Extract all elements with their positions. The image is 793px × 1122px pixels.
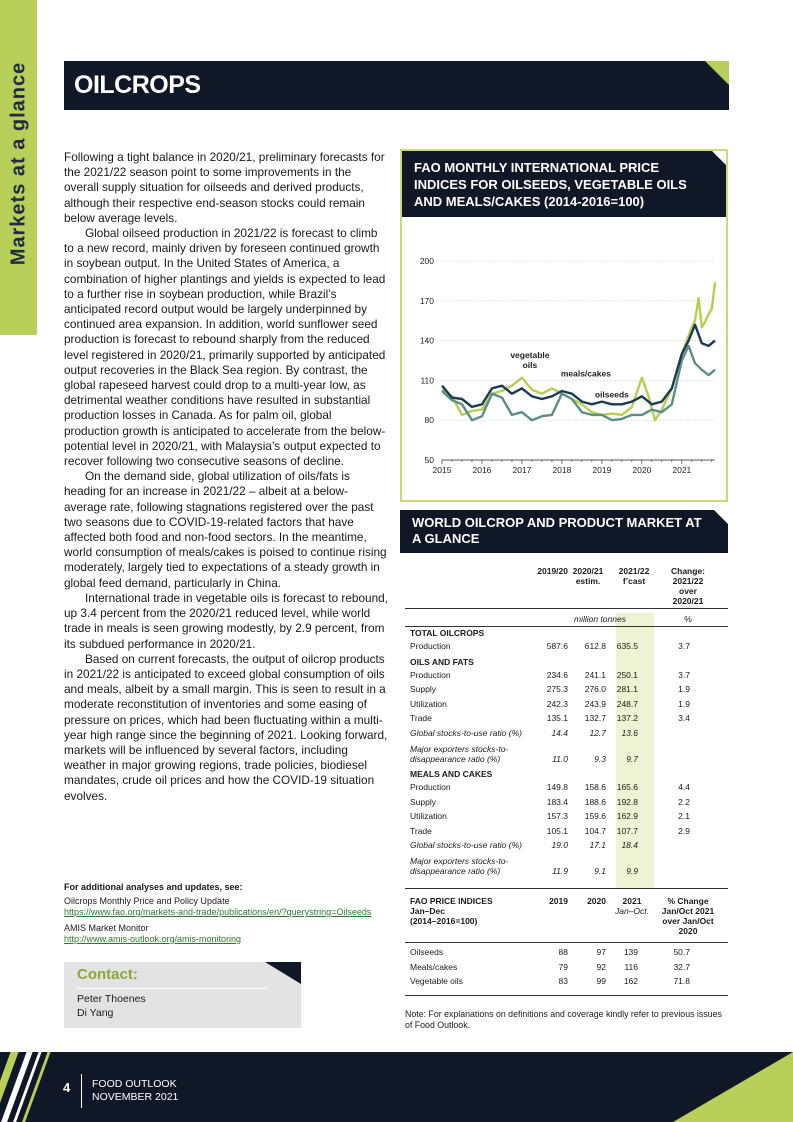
table-cell: 97: [596, 947, 606, 957]
table-cell: 243.9: [584, 698, 606, 709]
table-cell: 32.7: [673, 961, 690, 972]
section-heading: TOTAL OILCROPS: [410, 628, 485, 638]
page-title: OILCROPS: [74, 71, 201, 99]
title-corner-accent: [705, 61, 729, 85]
paragraph: On the demand side, global utilization of oils/fats is heading for an increase in 2021/22 – albeit at a below-average rate, following stagnations registered over the past two seasons due to COVID-19-related factors that have affected both food and non-food sectors. In the meantime, world consumption of meals/cakes is poised to continue rising moderately, largely tied to expectations of a steady growth in global feed demand, particularly in China.: [64, 469, 387, 590]
table-cell: 132.7: [584, 713, 606, 724]
row-label: Utilization: [410, 811, 447, 822]
table-cell: 13.6: [621, 728, 638, 738]
paragraph: International trade in vegetable oils is forecast to rebound, up 3.4 percent from the 2020/21 reduced level, while world trade in meals is seen growing modestly, by 2.9 percent, from its subdued performance in 2020/21.: [64, 590, 388, 651]
table-cell: 183.4: [546, 796, 568, 807]
table-cell: 99: [596, 976, 606, 986]
y-tick-label: 50: [424, 455, 434, 465]
table-cell: 88: [558, 947, 568, 957]
row-label: Major exporters stocks-to-disappearance ratio (%): [410, 744, 509, 764]
table-cell: 2.2: [678, 796, 690, 807]
x-tick-label: 2021: [672, 465, 692, 475]
table-cell: 2.9: [678, 825, 690, 836]
table-cell: 11.9: [552, 866, 568, 877]
table-cell: 250.1: [616, 669, 638, 680]
table-rule: [405, 888, 728, 889]
percent-label: %: [684, 614, 692, 624]
table-cell: 4.4: [678, 782, 690, 792]
publication-date: NOVEMBER 2021: [92, 1091, 179, 1103]
table-cell: 2.1: [678, 811, 690, 822]
column-header: 2021/22 f’cast: [618, 566, 650, 586]
resources-heading: For additional analyses and updates, see:: [64, 882, 243, 892]
column-header: 2020: [587, 896, 606, 906]
table-cell: 19.0: [551, 840, 568, 851]
row-label: Trade: [410, 713, 432, 724]
column-header: % Change Jan/Oct 2021 over Jan/Oct 2020: [661, 896, 715, 936]
table-cell: 17.1: [589, 840, 606, 851]
publication-title: FOOD OUTLOOK: [92, 1078, 177, 1090]
table-cell: 188.6: [584, 796, 606, 807]
table-cell: 9.7: [626, 754, 638, 764]
row-label: Global stocks-to-use ratio (%): [410, 840, 522, 851]
table-cell: 71.8: [673, 976, 690, 986]
y-tick-label: 110: [420, 375, 434, 386]
resource-label: AMIS Market Monitor: [64, 923, 149, 933]
table-cell: 83: [558, 976, 568, 986]
table-cell: 1.9: [678, 698, 690, 709]
table-cell: 612.8: [584, 641, 606, 651]
table-corner-accent: [714, 510, 728, 524]
table-cell: 105.1: [546, 825, 568, 836]
table-cell: 275.3: [546, 684, 568, 695]
table-cell: 135.1: [546, 713, 568, 724]
series-annotation: oilseeds: [594, 389, 629, 400]
row-label: Production: [410, 669, 451, 680]
x-tick-label: 2016: [472, 465, 492, 475]
price-heading: Jan–Dec: [410, 906, 445, 916]
body-text: [64, 150, 388, 804]
table-cell: 116: [624, 961, 638, 972]
oilcrops-update-link[interactable]: https://www.fao.org/markets-and-trade/publications/en/?querystring=Oilseeds: [64, 907, 372, 917]
table-rule: [405, 942, 728, 943]
price-index-chart: [402, 217, 726, 502]
table-cell: 158.6: [584, 782, 606, 792]
table-cell: 12.7: [589, 728, 606, 738]
row-label: Vegetable oils: [410, 976, 463, 986]
table-cell: 165.6: [616, 782, 638, 792]
column-subheader: Jan–Oct.: [614, 906, 650, 916]
column-header: 2019: [549, 896, 568, 906]
table-cell: 137.2: [616, 713, 638, 724]
contact-names: [77, 993, 146, 1020]
y-tick-label: 200: [419, 256, 434, 266]
page-number: 4: [63, 1080, 71, 1095]
y-tick-label: 170: [419, 295, 434, 306]
section-heading: MEALS AND CAKES: [410, 769, 493, 779]
table-rule: [405, 608, 728, 609]
row-label: Trade: [410, 825, 432, 836]
row-label: Meals/cakes: [410, 961, 458, 972]
column-header: Change: 2021/22 over 2020/21: [671, 566, 705, 606]
table-cell: 1.9: [678, 684, 690, 695]
section-heading: OILS AND FATS: [410, 656, 474, 667]
table-cell: 9.9: [626, 866, 638, 877]
table-note: Note: For explanations on definitions and coverage kindly refer to previous issues of Food Outlook.: [405, 1009, 722, 1030]
row-label: Major exporters stocks-to-disappearance ratio (%): [410, 856, 509, 877]
table-cell: 587.6: [546, 641, 568, 651]
table-cell: 104.7: [584, 825, 606, 836]
table-cell: 107.7: [616, 825, 638, 836]
column-header: 2021: [622, 896, 642, 906]
footer-divider: [81, 1074, 82, 1108]
table-cell: 281.1: [616, 684, 638, 695]
section-side-label: Markets at a glance: [7, 61, 30, 266]
table-cell: 18.4: [621, 840, 638, 851]
chart-title: FAO MONTHLY INTERNATIONAL PRICE INDICES FOR OILSEEDS, VEGETABLE OILS AND MEALS/CAKES (2014-2016=100): [414, 160, 687, 209]
title-banner: [64, 61, 729, 110]
footer-corner-accent: [673, 1052, 793, 1122]
contact-name: Di Yang: [77, 1006, 114, 1019]
row-label: Production: [410, 782, 451, 792]
x-tick-label: 2015: [432, 465, 452, 475]
contact-box: [64, 962, 301, 1028]
table-cell: 3.7: [678, 641, 690, 651]
table-cell: 162: [623, 976, 638, 986]
additional-resources: [64, 882, 394, 945]
table-cell: 50.7: [673, 947, 690, 957]
row-label: Utilization: [410, 698, 447, 709]
price-heading: (2014–2016=100): [410, 916, 478, 926]
column-header: 2019/20: [537, 566, 568, 576]
table-cell: 9.1: [594, 866, 606, 877]
price-index-chart-box: [400, 149, 728, 502]
column-header: 2020/21 estim.: [572, 566, 604, 586]
amis-monitor-link[interactable]: http://www.amis-outlook.org/amis-monitoring: [64, 934, 242, 944]
table-cell: 3.4: [678, 713, 690, 724]
table-cell: 241.1: [584, 669, 606, 680]
series-annotation: vegetable oils: [510, 349, 550, 370]
table-cell: 159.6: [584, 811, 606, 822]
row-label: Oilseeds: [410, 947, 444, 957]
table-cell: 276.0: [584, 684, 606, 695]
chart-corner-accent: [712, 151, 726, 165]
table-cell: 234.6: [546, 669, 568, 680]
table-cell: 9.3: [594, 754, 606, 764]
publication-info: [92, 1078, 178, 1104]
y-tick-label: 80: [424, 415, 434, 426]
units-label: million tonnes: [574, 614, 626, 624]
row-label: Supply: [410, 684, 436, 695]
paragraph: Based on current forecasts, the output of oilcrop products in 2021/22 is anticipated to exceed global consumption of oils and meals, albeit by a small margin. This is seen to result in a moderate reconstitution of inventories and some easing of pressure on prices, which had been fluctuating within a multi-year high range since the beginning of 2021. Looking forward, markets will be influenced by several factors, including weather in major growing regions, trade policies, biodiesel mandates, crude oil prices and how the COVID-19 situation evolves.: [64, 651, 388, 803]
table-cell: 248.7: [616, 698, 638, 709]
x-tick-label: 2020: [632, 465, 652, 475]
table-cell: 149.8: [546, 782, 568, 792]
contact-corner-accent: [265, 962, 301, 984]
table-cell: 242.3: [546, 698, 568, 709]
table-cell: 192.8: [616, 796, 638, 807]
x-tick-label: 2019: [592, 465, 612, 475]
paragraph: Global oilseed production in 2021/22 is forecast to climb to a new record, mainly driven by foreseen continued growth in soybean output. In the United States of America, a combination of higher plantings and yields is expected to lead to a further rise in soybean production, while Brazil’s anticipated record output would be largely underpinned by continued area expansion. In addition, world sunflower seed production is forecast to rebound sharply from the reduced level registered in 2020/21, primarily supported by anticipated output recoveries in the Black Sea region. By contrast, the global rapeseed harvest could drop to a multi-year low, as detrimental weather conditions have resulted in substantial production losses in Canada. As for palm oil, global production growth is anticipated to accelerate from the below-potential level in 2020/21, with Malaysia’s output expected to recover following two consecutive seasons of decline.: [64, 226, 386, 469]
x-tick-label: 2018: [552, 465, 572, 475]
table-cell: 11.0: [552, 754, 568, 764]
paragraph: Following a tight balance in 2020/21, preliminary forecasts for the 2021/22 season point to some improvements in the overall supply situation for oilseeds and derived products, although their respective end-season stocks could remain below average levels.: [64, 150, 385, 225]
contact-title: Contact:: [77, 966, 138, 983]
series-annotation: meals/cakes: [560, 368, 611, 379]
table-title: WORLD OILCROP AND PRODUCT MARKET AT A GLANCE: [412, 515, 702, 546]
page-footer: [0, 1052, 793, 1122]
table-cell: 157.3: [546, 811, 568, 822]
chart-header: [402, 151, 726, 217]
table-cell: 14.4: [551, 728, 568, 738]
x-tick-label: 2017: [512, 465, 532, 475]
table-cell: 3.7: [678, 669, 690, 680]
table-cell: 162.9: [616, 811, 638, 822]
table-rule: [405, 626, 728, 627]
contact-name: Peter Thoenes: [77, 993, 146, 1005]
market-table-box: [400, 510, 728, 992]
contact-divider: [77, 988, 267, 989]
row-label: Global stocks-to-use ratio (%): [410, 728, 522, 738]
table-cell: 139: [623, 947, 638, 957]
price-heading: FAO PRICE INDICES: [410, 896, 493, 906]
row-label: Production: [410, 641, 451, 651]
resource-label: Oilcrops Monthly Price and Policy Update: [64, 896, 230, 906]
table-cell: 635.5: [616, 641, 638, 651]
table-cell: 92: [596, 961, 606, 972]
row-label: Supply: [410, 796, 436, 807]
table-rule: [405, 995, 728, 996]
y-tick-label: 140: [419, 335, 434, 346]
table-cell: 79: [558, 961, 568, 972]
table-header: [400, 510, 728, 553]
